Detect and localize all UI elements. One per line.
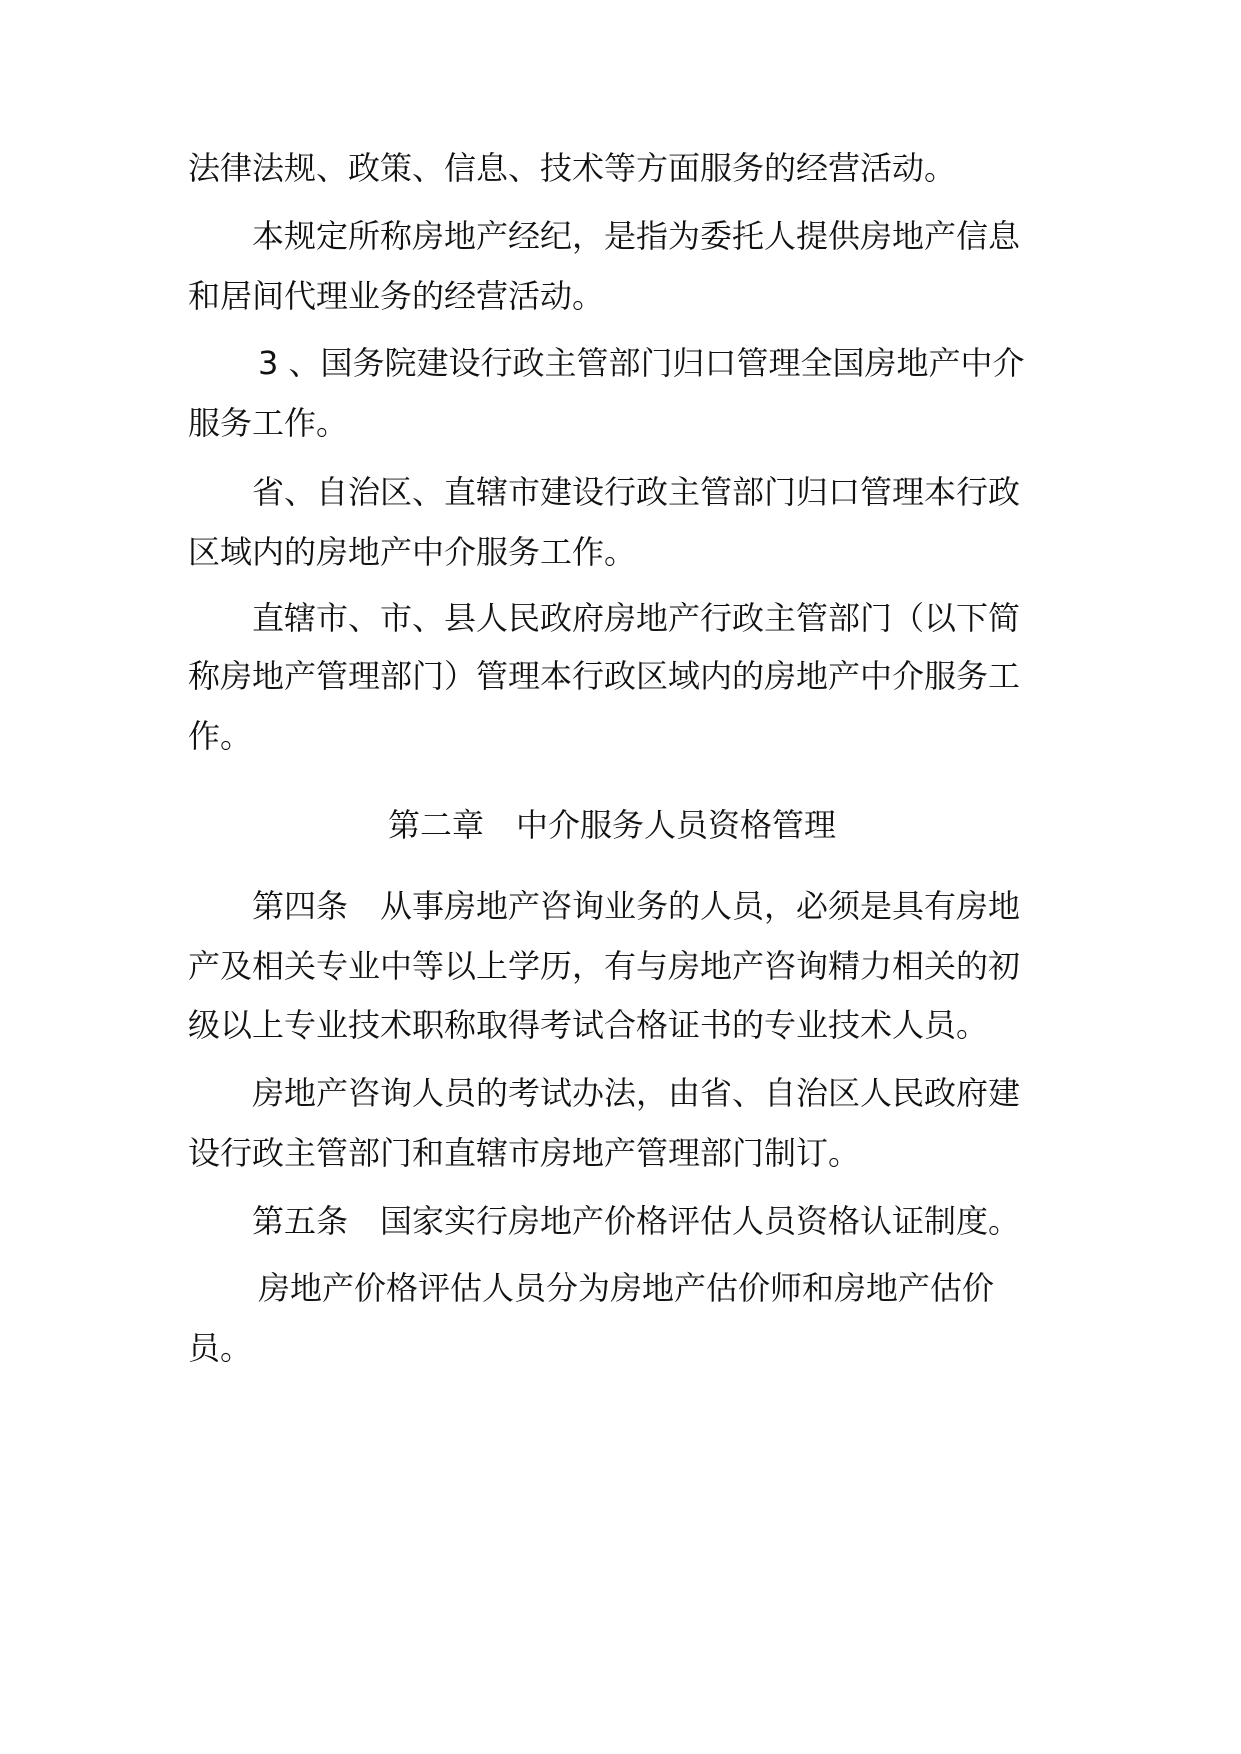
text-line: 省、自治区、直辖市建设行政主管部门归口管理本行政 — [252, 473, 1021, 511]
text-line: 3 、国务院建设行政主管部门归口管理全国房地产中介 — [258, 344, 1025, 382]
text-line: 区域内的房地产中介服务工作。 — [188, 533, 637, 571]
text-line: 法律法规、政策、信息、技术等方面服务的经营活动。 — [188, 149, 957, 187]
text-line: 产及相关专业中等以上学历，有与房地产咨询精力相关的初 — [188, 947, 1021, 985]
text-line: 级以上专业技术职称取得考试合格证书的专业技术人员。 — [188, 1006, 989, 1044]
text-line: 直辖市、市、县人民政府房地产行政主管部门（以下简 — [252, 599, 1021, 637]
text-line: 和居间代理业务的经营活动。 — [188, 277, 605, 315]
text-line: 第四条 从事房地产咨询业务的人员，必须是具有房地 — [252, 887, 1021, 925]
text-line: 称房地产管理部门）管理本行政区域内的房地产中介服务工 — [188, 657, 1021, 695]
text-line: 房地产咨询人员的考试办法，由省、自治区人民政府建 — [252, 1074, 1021, 1112]
text-line: 房地产价格评估人员分为房地产估价师和房地产估价 — [258, 1269, 995, 1307]
text-line: 作。 — [188, 717, 253, 755]
text-line: 员。 — [188, 1329, 253, 1367]
text-line: 第五条 国家实行房地产价格评估人员资格认证制度。 — [252, 1202, 1021, 1240]
text-line: 设行政主管部门和直辖市房地产管理部门制订。 — [188, 1134, 861, 1172]
text-line: 服务工作。 — [188, 404, 349, 442]
text-line: 本规定所称房地产经纪，是指为委托人提供房地产信息 — [252, 217, 1021, 255]
chapter-heading: 第二章 中介服务人员资格管理 — [388, 806, 837, 844]
